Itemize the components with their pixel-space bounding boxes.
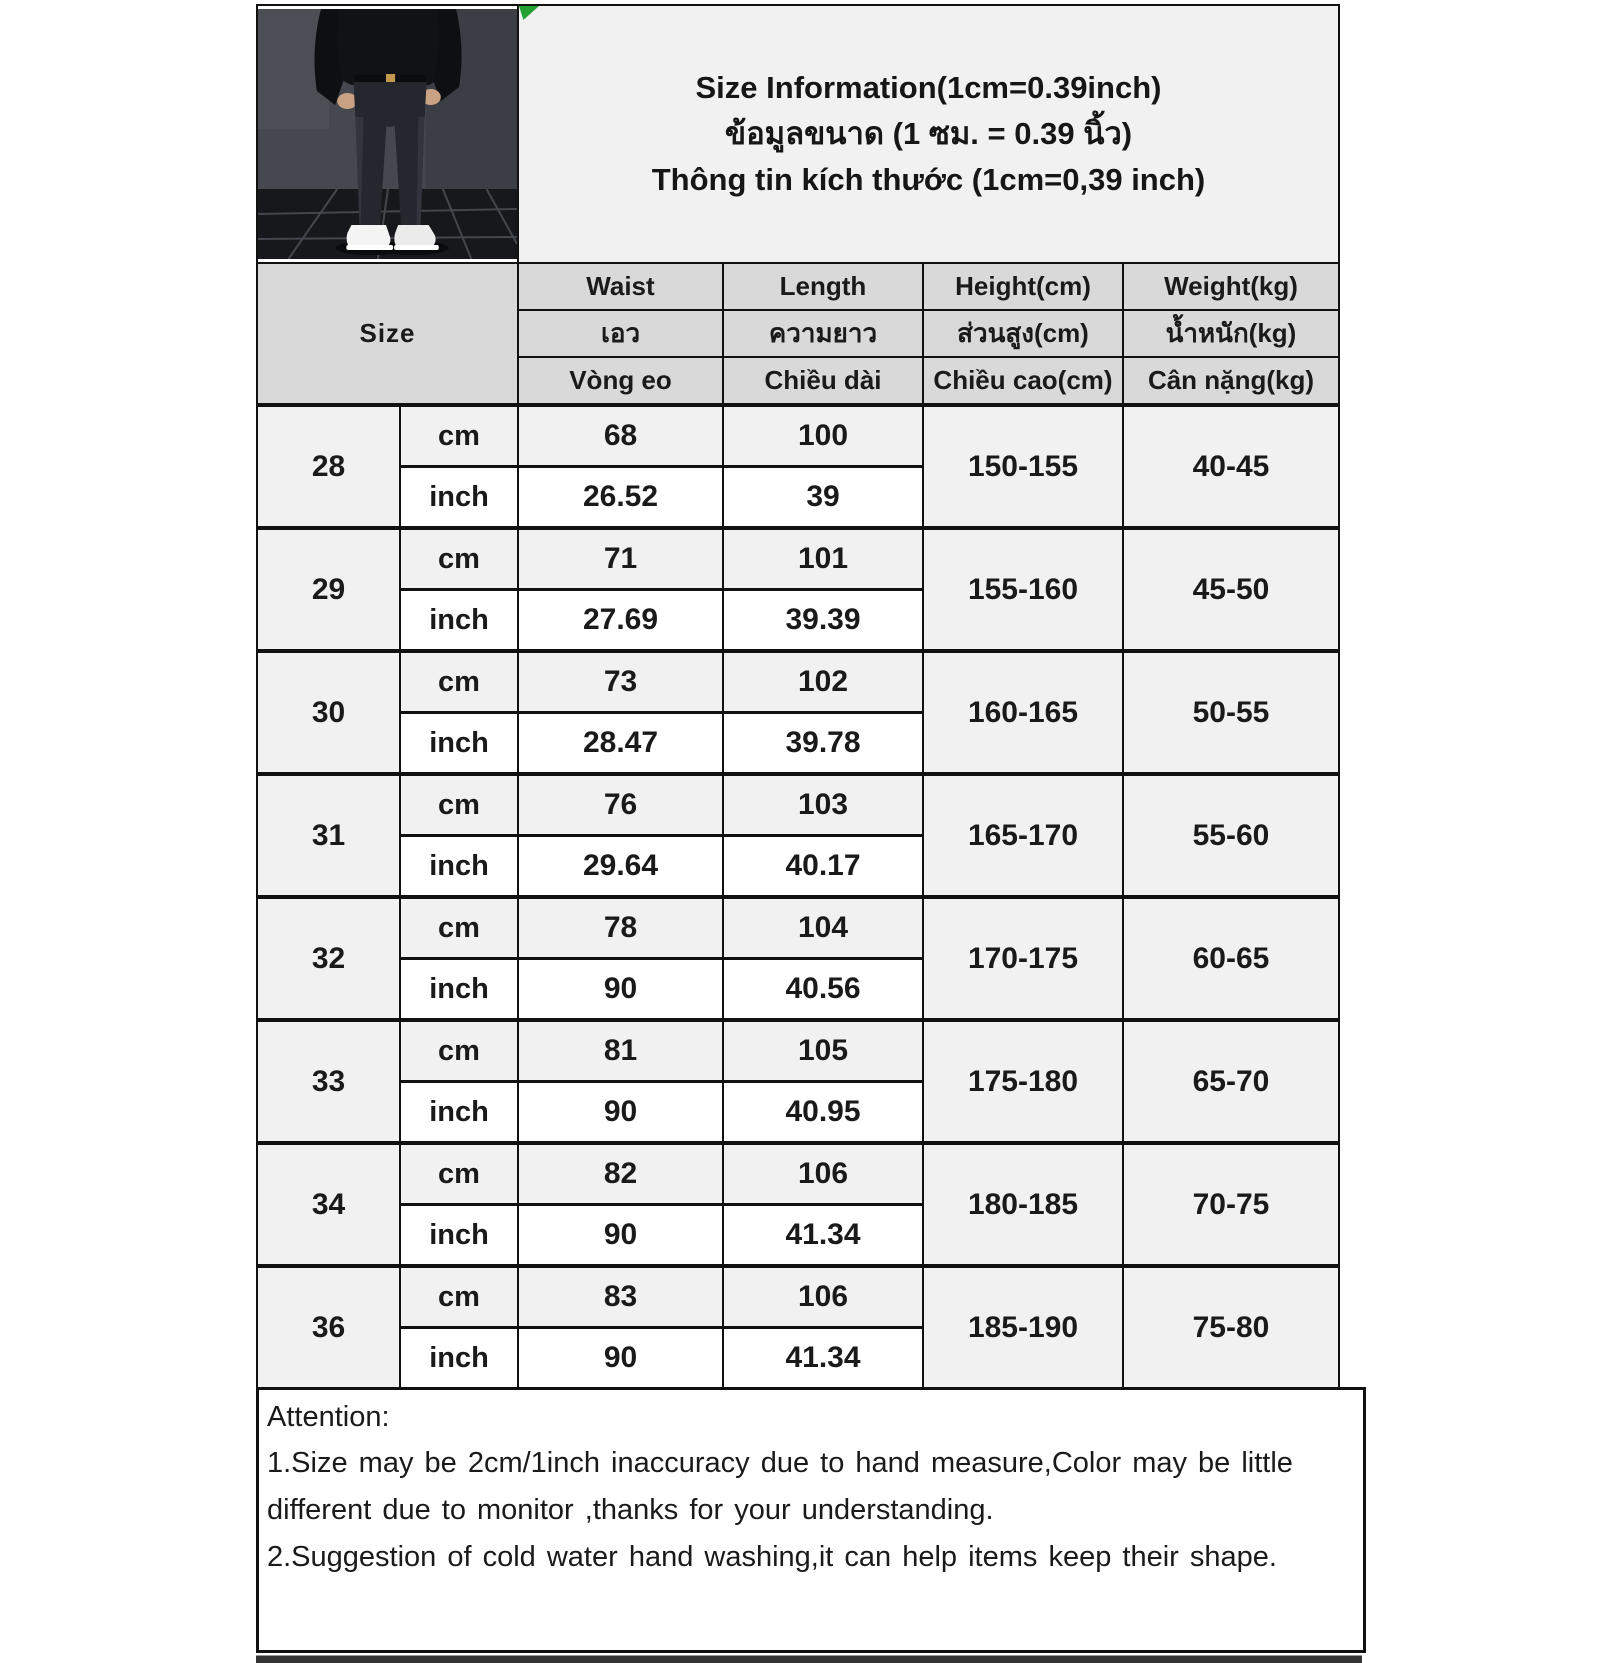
unit-cm-cell: cm <box>400 897 518 959</box>
length-cm-cell: 104 <box>723 897 923 959</box>
size-value-cell: 30 <box>257 651 400 774</box>
table-row-31-cm <box>257 774 1339 836</box>
length-header-en: Length <box>723 263 923 310</box>
table-row-36-cm <box>257 1266 1339 1328</box>
weight-range-cell: 55-60 <box>1123 774 1339 897</box>
length-cm-cell: 102 <box>723 651 923 713</box>
waist-header-en: Waist <box>518 263 723 310</box>
height-range-cell: 160-165 <box>923 651 1123 774</box>
waist-inch-cell: 90 <box>518 1082 723 1144</box>
unit-cm-cell: cm <box>400 1266 518 1328</box>
product-photo-cell <box>257 5 518 263</box>
size-value-cell: 33 <box>257 1020 400 1143</box>
waist-header-th: เอว <box>518 310 723 357</box>
height-range-cell: 165-170 <box>923 774 1123 897</box>
unit-cm-cell: cm <box>400 1020 518 1082</box>
height-range-cell: 155-160 <box>923 528 1123 651</box>
product-photo <box>258 9 517 259</box>
length-inch-cell: 40.95 <box>723 1082 923 1144</box>
unit-inch-cell: inch <box>400 1082 518 1144</box>
title-line-en: Size Information(1cm=0.39inch) <box>695 70 1162 105</box>
waist-cm-cell: 71 <box>518 528 723 590</box>
table-row-33-cm <box>257 1020 1339 1082</box>
size-value-cell: 36 <box>257 1266 400 1388</box>
unit-inch-cell: inch <box>400 1205 518 1267</box>
table-row-34-cm <box>257 1143 1339 1205</box>
size-value-cell: 28 <box>257 405 400 528</box>
waist-inch-cell: 28.47 <box>518 713 723 775</box>
height-range-cell: 170-175 <box>923 897 1123 1020</box>
waist-cm-cell: 83 <box>518 1266 723 1328</box>
weight-range-cell: 45-50 <box>1123 528 1339 651</box>
height-range-cell: 185-190 <box>923 1266 1123 1388</box>
height-range-cell: 175-180 <box>923 1020 1123 1143</box>
waist-inch-cell: 27.69 <box>518 590 723 652</box>
attention-item-1: 1.Size may be 2cm/1inch inaccuracy due to hand measure,Color may be little different due to monitor ,thanks for your understanding. <box>267 1447 1293 1526</box>
weight-range-cell: 40-45 <box>1123 405 1339 528</box>
length-cm-cell: 106 <box>723 1143 923 1205</box>
unit-inch-cell: inch <box>400 590 518 652</box>
length-inch-cell: 39.39 <box>723 590 923 652</box>
height-range-cell: 150-155 <box>923 405 1123 528</box>
height-header-vi: Chiều cao(cm) <box>923 357 1123 405</box>
attention-item-2: 2.Suggestion of cold water hand washing,it can help items keep their shape. <box>267 1541 1277 1573</box>
attention-box <box>256 1387 1366 1653</box>
title-line-th: ข้อมูลขนาด (1 ซม. = 0.39 นิ้ว) <box>724 116 1133 151</box>
waist-inch-cell: 90 <box>518 1328 723 1389</box>
unit-cm-cell: cm <box>400 405 518 467</box>
header-banner-row <box>257 5 1339 263</box>
length-inch-cell: 41.34 <box>723 1205 923 1267</box>
title-line-vi: Thông tin kích thước (1cm=0,39 inch) <box>651 162 1206 197</box>
waist-cm-cell: 68 <box>518 405 723 467</box>
height-header-th: ส่วนสูง(cm) <box>923 310 1123 357</box>
table-row-32-cm <box>257 897 1339 959</box>
unit-cm-cell: cm <box>400 651 518 713</box>
length-inch-cell: 39 <box>723 467 923 529</box>
unit-cm-cell: cm <box>400 774 518 836</box>
weight-range-cell: 50-55 <box>1123 651 1339 774</box>
waist-cm-cell: 76 <box>518 774 723 836</box>
table-row-28-cm <box>257 405 1339 467</box>
length-cm-cell: 105 <box>723 1020 923 1082</box>
weight-header-vi: Cân nặng(kg) <box>1123 357 1339 405</box>
length-cm-cell: 106 <box>723 1266 923 1328</box>
length-inch-cell: 41.34 <box>723 1328 923 1389</box>
waist-inch-cell: 90 <box>518 959 723 1021</box>
cell-flag-icon <box>519 6 539 20</box>
unit-inch-cell: inch <box>400 1328 518 1389</box>
length-cm-cell: 101 <box>723 528 923 590</box>
unit-inch-cell: inch <box>400 836 518 898</box>
length-inch-cell: 40.17 <box>723 836 923 898</box>
waist-inch-cell: 29.64 <box>518 836 723 898</box>
weight-header-th: น้ำหนัก(kg) <box>1123 310 1339 357</box>
weight-range-cell: 75-80 <box>1123 1266 1339 1388</box>
waist-inch-cell: 26.52 <box>518 467 723 529</box>
waist-cm-cell: 73 <box>518 651 723 713</box>
size-value-cell: 32 <box>257 897 400 1020</box>
length-cm-cell: 100 <box>723 405 923 467</box>
length-inch-cell: 39.78 <box>723 713 923 775</box>
height-header-en: Height(cm) <box>923 263 1123 310</box>
weight-range-cell: 60-65 <box>1123 897 1339 1020</box>
weight-header-en: Weight(kg) <box>1123 263 1339 310</box>
unit-inch-cell: inch <box>400 713 518 775</box>
length-cm-cell: 103 <box>723 774 923 836</box>
waist-header-vi: Vòng eo <box>518 357 723 405</box>
unit-cm-cell: cm <box>400 1143 518 1205</box>
waist-inch-cell: 90 <box>518 1205 723 1267</box>
size-chart-sheet <box>256 4 1356 1663</box>
weight-range-cell: 70-75 <box>1123 1143 1339 1266</box>
waist-cm-cell: 81 <box>518 1020 723 1082</box>
column-header-row-en <box>257 263 1339 310</box>
size-value-cell: 29 <box>257 528 400 651</box>
length-header-th: ความยาว <box>723 310 923 357</box>
size-value-cell: 31 <box>257 774 400 897</box>
unit-cm-cell: cm <box>400 528 518 590</box>
size-value-cell: 34 <box>257 1143 400 1266</box>
unit-inch-cell: inch <box>400 467 518 529</box>
length-inch-cell: 40.56 <box>723 959 923 1021</box>
bottom-border-bar <box>256 1655 1362 1663</box>
attention-heading: Attention: <box>267 1401 390 1433</box>
title-cell <box>518 5 1339 263</box>
waist-cm-cell: 78 <box>518 897 723 959</box>
size-column-header: Size <box>257 263 518 405</box>
table-row-29-cm <box>257 528 1339 590</box>
waist-cm-cell: 82 <box>518 1143 723 1205</box>
size-table <box>256 4 1340 1389</box>
length-header-vi: Chiều dài <box>723 357 923 405</box>
unit-inch-cell: inch <box>400 959 518 1021</box>
table-row-30-cm <box>257 651 1339 713</box>
weight-range-cell: 65-70 <box>1123 1020 1339 1143</box>
height-range-cell: 180-185 <box>923 1143 1123 1266</box>
